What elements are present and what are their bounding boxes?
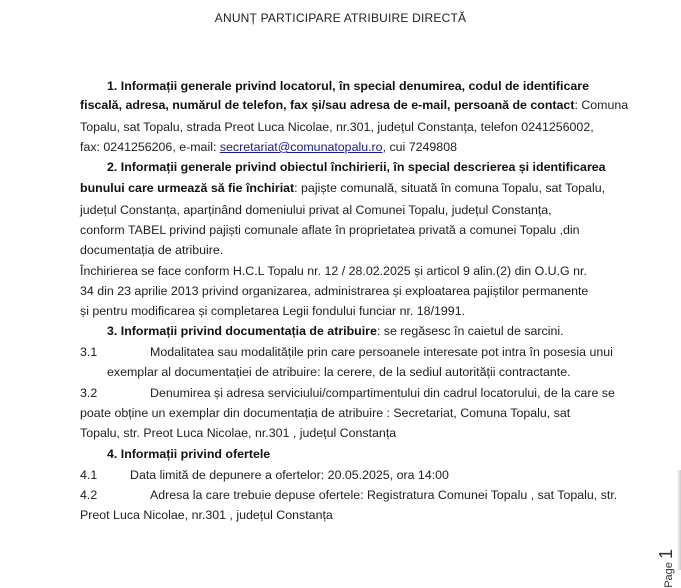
paragraph-3-2-line-2: poate obține un exemplar din documentația de atribuire : Secretariat, Comuna Topalu, sat (80, 406, 571, 420)
paragraph-4-1-number: 4.1 (80, 468, 98, 482)
paragraph-4-2-line-2: Preot Luca Nicolae, nr.301 , județul Constanța (80, 508, 333, 522)
section-2-line-6: Închirierea se face conform H.C.L Topalu nr. 12 / 28.02.2025 și articol 9 alin.(2) din O.U.G nr. (80, 264, 587, 278)
page-number-value: 1 (656, 549, 676, 560)
document-title: ANUNȚ PARTICIPARE ATRIBUIRE DIRECTĂ (214, 11, 467, 25)
paragraph-3-1-line-1: Modalitatea sau modalitățile prin care persoanele interesate pot intra în posesia unui (150, 345, 613, 359)
paragraph-3-2-line-1: Denumirea și adresa serviciului/compartimentului din cadrul locatorului, de la care se (150, 386, 615, 400)
paragraph-3-1-line-2: exemplar al documentației de atribuire: la cerere, de la sediul autorității contractante. (107, 365, 571, 379)
paragraph-3-2-line-3: Topalu, str. Preot Luca Nicolae, nr.301 , județul Constanța (80, 426, 397, 440)
section-2-line-5: documentația de atribuire. (80, 243, 224, 257)
page-label: Page (663, 562, 675, 588)
page-number (656, 549, 677, 588)
section-2-heading-line-2: bunului care urmează să fie închiriat: pajiște comunală, situată în comuna Topalu, sat Topalu, (80, 181, 606, 195)
email-link[interactable]: secretariat@comunatopalu.ro (219, 140, 383, 154)
section-2-line-7: 34 din 23 aprilie 2013 privind organizarea, administrarea și exploatarea pajiștilor permanente (80, 284, 589, 298)
section-2-line-4: conform TABEL privind pajiști comunale aflate în proprietatea privată a comunei Topalu ,din (80, 223, 580, 237)
paragraph-3-1-number: 3.1 (80, 345, 98, 359)
section-2-line-3: județul Constanța, aparținând domeniului privat al Comunei Topalu, județul Constanța, (80, 203, 552, 217)
paragraph-4-2-line-1: Adresa la care trebuie depuse ofertele: Registratura Comunei Topalu , sat Topalu, str. (150, 488, 618, 502)
section-1-line-4: fax: 0241256206, e-mail: secretariat@comunatopalu.ro, cui 7249808 (80, 140, 457, 154)
page-edge-shadow (677, 470, 681, 570)
section-2-heading-line-1: 2. Informații generale privind obiectul închirierii, în special descrierea și identificarea (107, 160, 606, 174)
section-2-line-8: și pentru modificarea și completarea Legii fondului funciar nr. 18/1991. (80, 304, 466, 318)
section-1-heading-line-2: fiscală, adresa, numărul de telefon, fax și/sau adresa de e-mail, persoană de contact: Comuna (80, 98, 629, 112)
section-3-heading: 3. Informații privind documentația de atribuire: se regăsesc în caietul de sarcini. (107, 324, 564, 338)
paragraph-4-2-number: 4.2 (80, 488, 98, 502)
section-4-heading: 4. Informații privind ofertele (107, 447, 271, 461)
section-1-heading-line-1: 1. Informații generale privind locatorul, în special denumirea, codul de identificare (107, 79, 589, 93)
paragraph-4-1-line-1: Data limită de depunere a ofertelor: 20.05.2025, ora 14:00 (130, 468, 449, 482)
section-1-line-3: Topalu, sat Topalu, strada Preot Luca Nicolae, nr.301, județul Constanța, telefon 0241256002, (80, 120, 594, 134)
paragraph-3-2-number: 3.2 (80, 386, 98, 400)
